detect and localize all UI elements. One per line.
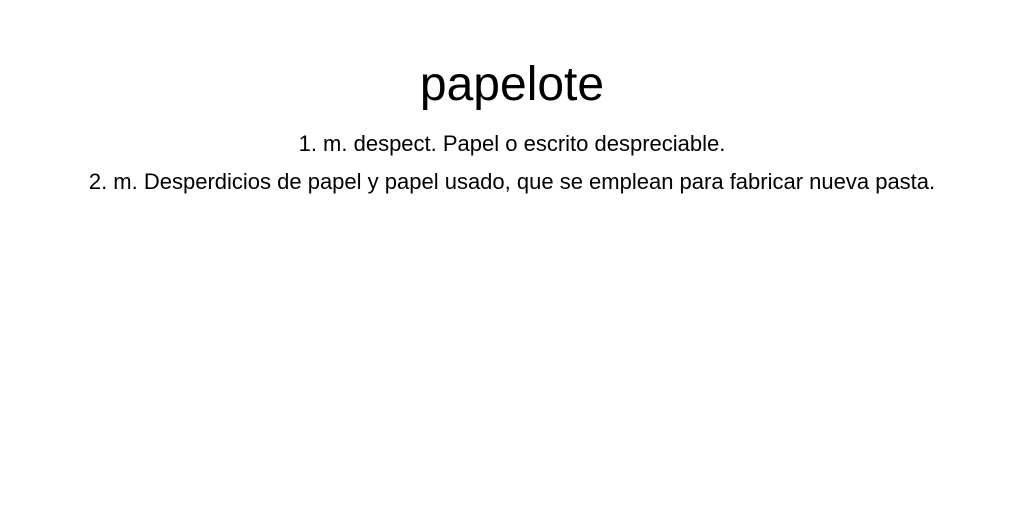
entry-word: papelote (419, 58, 605, 111)
definition-list (60, 125, 964, 201)
definition-2: 2. m. Desperdicios de papel y papel usado, que se emplean para fabricar nueva pasta. (88, 169, 936, 194)
definition-1: 1. m. despect. Papel o escrito despreciable. (298, 131, 726, 156)
